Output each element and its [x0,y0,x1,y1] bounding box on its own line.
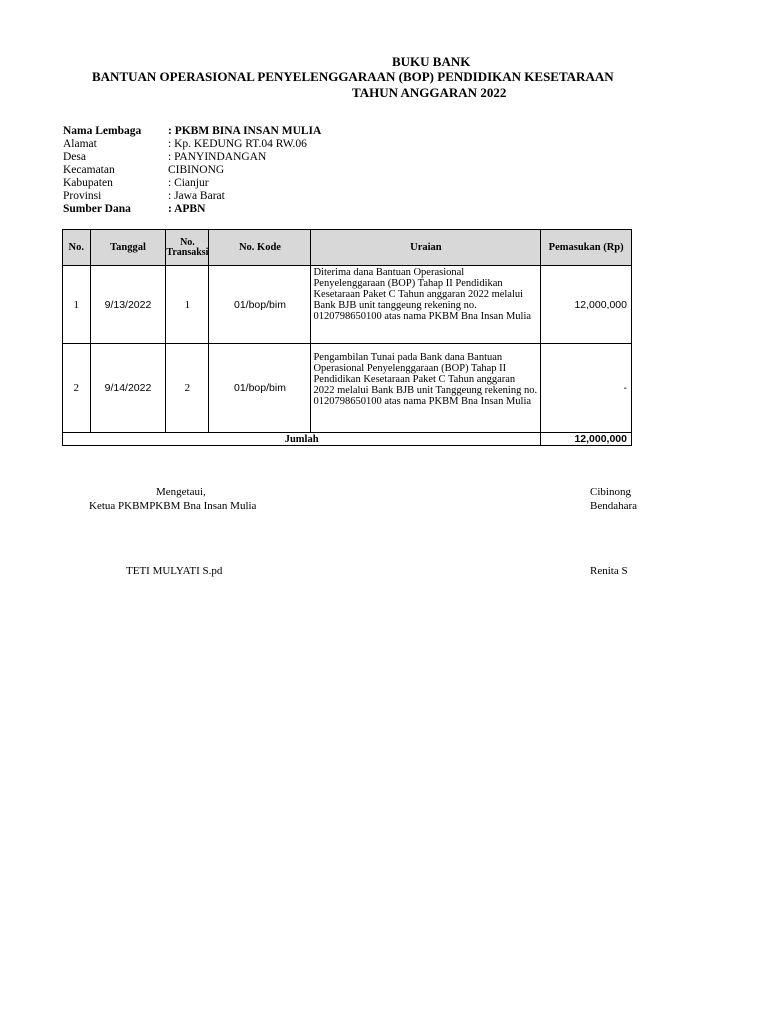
info-provinsi: Provinsi : Jawa Barat [63,190,225,202]
header-no-transaksi: No. Transaksi [166,230,209,266]
total-value: 12,000,000 [541,433,632,446]
total-label: Jumlah [63,433,541,446]
table-row [63,266,632,344]
info-kecamatan: Kecamatan CIBINONG [63,164,225,176]
cell-no: 1 [63,266,91,344]
info-desa: Desa : PANYINDANGAN [63,151,267,163]
header-no: No. [63,230,91,266]
doc-subtitle: BANTUAN OPERASIONAL PENYELENGGARAAN (BOP) PENDIDIKAN KESETARAAN [92,69,614,84]
info-kabupaten: Kabupaten : Cianjur [63,177,209,189]
cell-kode: 01/bop/bim [209,266,311,344]
cell-pemasukan: - [541,344,632,433]
header-uraian: Uraian [311,230,541,266]
bank-ledger-table [62,229,632,446]
institution-info [63,125,321,216]
cell-pemasukan: 12,000,000 [541,266,632,344]
table-header-row [63,230,632,266]
cell-tanggal: 9/14/2022 [90,344,166,433]
sig-left-name: TETI MULYATI S.pd [126,565,223,577]
sig-left-acknowledge: Mengetaui, [156,486,206,498]
sig-left-role: Ketua PKBMPKBM Bna Insan Mulia [89,500,257,512]
table-total-row [63,433,632,446]
cell-tanggal: 9/13/2022 [90,266,166,344]
cell-uraian: Pengambilan Tunai pada Bank dana Bantuan Operasional Penyelenggaraan (BOP) Tahap II Pendidikan Kesetaraan Paket C Tahun anggaran 2022 melalui Bank BJB unit Tanggeung rekening no. 0120798650100 atas nama PKBM Bna Insan Mulia [311,344,541,433]
table-row [63,344,632,433]
info-alamat: Alamat : Kp. KEDUNG RT.04 RW.06 [63,138,307,150]
cell-transaksi: 1 [166,266,209,344]
sig-right-role: Bendahara [590,500,638,512]
cell-no: 2 [63,344,91,433]
info-sumber-dana: Sumber Dana : APBN [63,203,206,215]
header-no-kode: No. Kode [209,230,311,266]
sig-right-place: Cibinong [590,486,631,498]
info-nama-lembaga: Nama Lembaga : PKBM BINA INSAN MULIA [63,125,322,137]
header-pemasukan: Pemasukan (Rp) [541,230,632,266]
doc-year: TAHUN ANGGARAN 2022 [352,85,507,100]
cell-uraian: Diterima dana Bantuan Operasional Penyelenggaraan (BOP) Tahap II Pendidikan Kesetaraan Paket C Tahun anggaran 2022 melalui Bank BJB unit tanggeung rekening no. 0120798650100 atas nama PKBM Bna Insan Mulia [311,266,541,344]
cell-kode: 01/bop/bim [209,344,311,433]
cell-transaksi: 2 [166,344,209,433]
header-tanggal: Tanggal [90,230,166,266]
sig-right-name: Renita S [590,565,628,577]
doc-title: BUKU BANK [392,54,471,69]
